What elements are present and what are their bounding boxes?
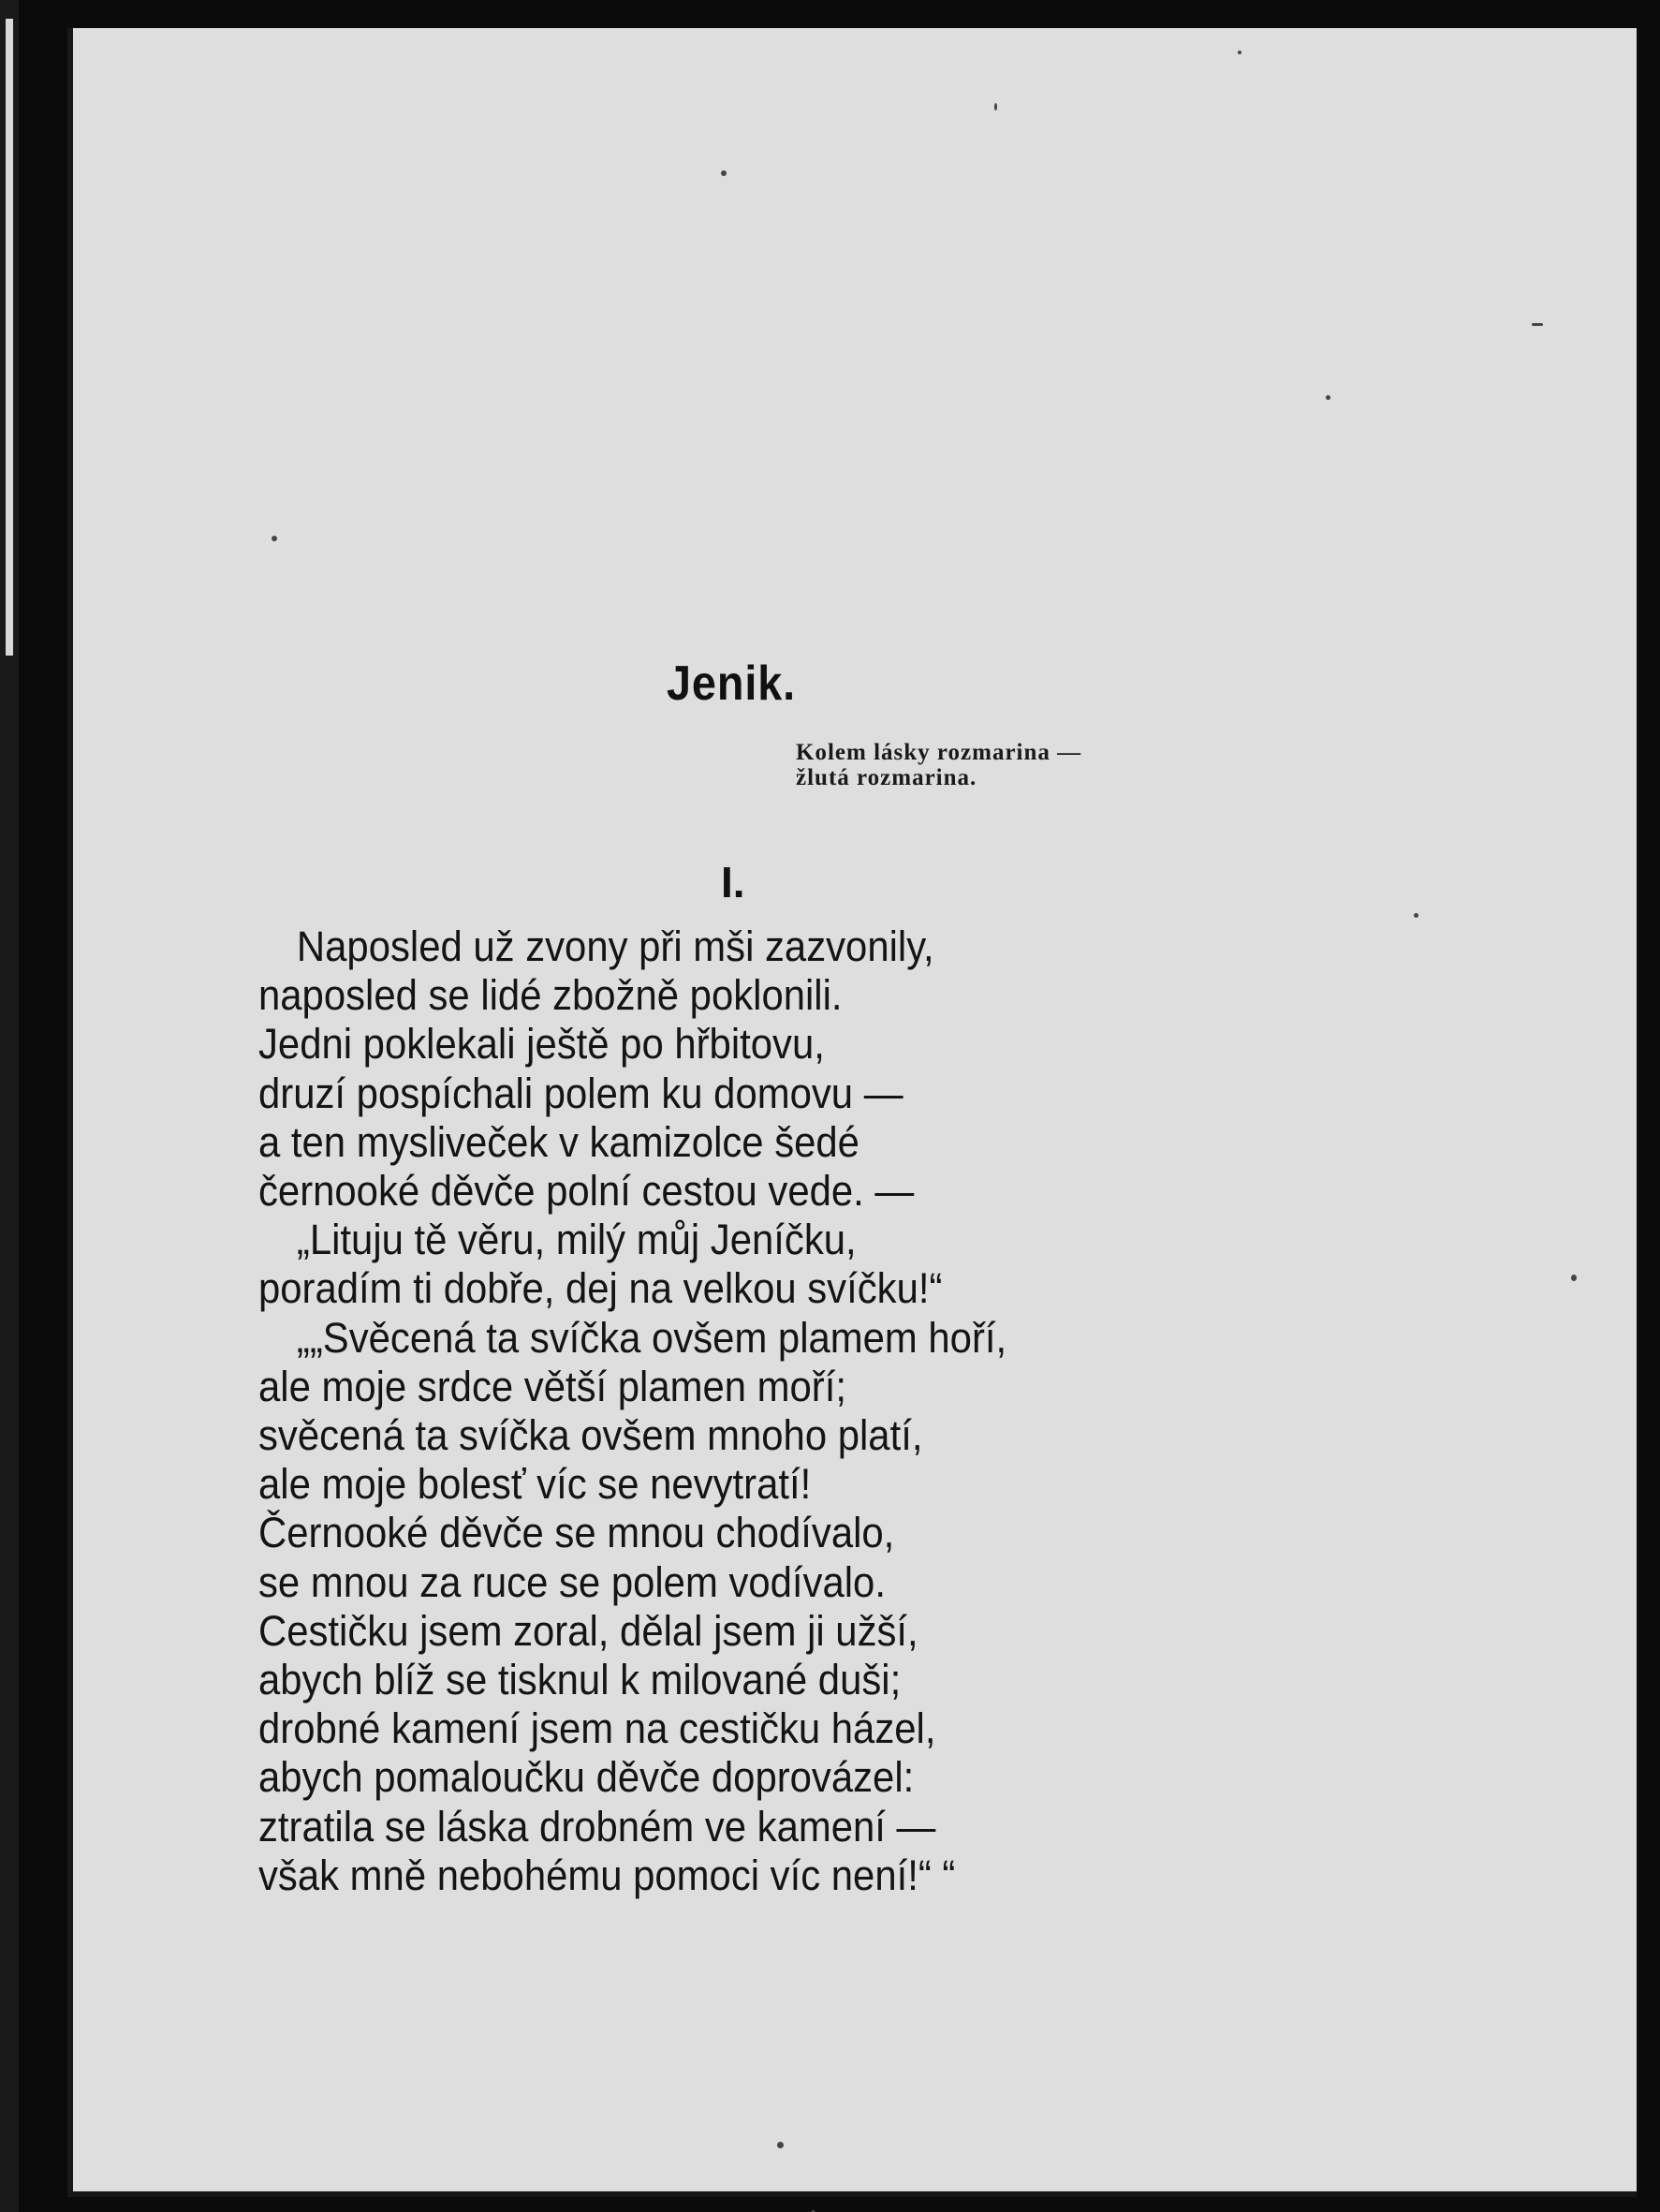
- epigraph-line: žlutá rozmarina.: [796, 765, 977, 790]
- speck: [1238, 51, 1241, 54]
- poem-line: drobné kamení jsem na cestičku házel,: [258, 1704, 936, 1753]
- speck: [1532, 323, 1543, 326]
- poem-line: Naposled už zvony při mši zazvonily,: [296, 922, 934, 970]
- poem-line: ale moje srdce větší plamen moří;: [258, 1362, 846, 1410]
- epigraph: [796, 740, 1081, 790]
- poem-line: Černooké děvče se mnou chodívalo,: [258, 1509, 895, 1557]
- poem-line: Cestičku jsem zoral, dělal jsem ji užší,: [258, 1606, 918, 1655]
- speck: [994, 103, 997, 111]
- poem-line: „„Svěcená ta svíčka ovšem plamem hoří,: [296, 1313, 1007, 1362]
- poem-line: abych blíž se tisknul k milované duši;: [258, 1656, 902, 1704]
- poem-line: „Lituju tě věru, milý můj Jeníčku,: [296, 1216, 857, 1264]
- poem-line: druzí pospíchali polem ku domovu —: [258, 1069, 903, 1117]
- poem-line: ale moje bolesť víc se nevytratí!: [258, 1460, 812, 1509]
- poem-line: svěcená ta svíčka ovšem mnoho platí,: [258, 1411, 923, 1460]
- poem-line: naposled se lidé zbožně poklonili.: [258, 971, 843, 1020]
- previous-page-edge: [0, 0, 19, 2212]
- section-number: I.: [721, 858, 745, 907]
- speck: [1414, 913, 1418, 918]
- poem-line: Jedni poklekali ještě po hřbitovu,: [258, 1020, 825, 1069]
- previous-page-sliver: [6, 19, 13, 656]
- speck: [1571, 1275, 1577, 1281]
- poem-line: abych pomaloučku děvče doprovázel:: [258, 1753, 915, 1802]
- speck: [1326, 395, 1330, 400]
- poem-line: však mně nebohému pomoci víc není!“ “: [258, 1851, 956, 1899]
- poem-line: ztratila se láska drobném ve kamení —: [258, 1802, 936, 1851]
- poem-body: [258, 922, 1006, 1900]
- speck: [721, 170, 727, 176]
- speck: [272, 536, 277, 541]
- poem-line: poradím ti dobře, dej na velkou svíčku!“: [258, 1264, 943, 1313]
- speck: [777, 2142, 784, 2148]
- poem-line: se mnou za ruce se polem vodívalo.: [258, 1557, 886, 1606]
- epigraph-line: Kolem lásky rozmarina —: [796, 740, 1082, 765]
- poem-title: Jenik.: [667, 656, 797, 711]
- poem-line: černooké děvče polní cestou vede. —: [258, 1167, 915, 1216]
- poem-line: a ten mysliveček v kamizolce šedé: [258, 1117, 859, 1166]
- page-bottom-edge: [73, 2191, 1637, 2197]
